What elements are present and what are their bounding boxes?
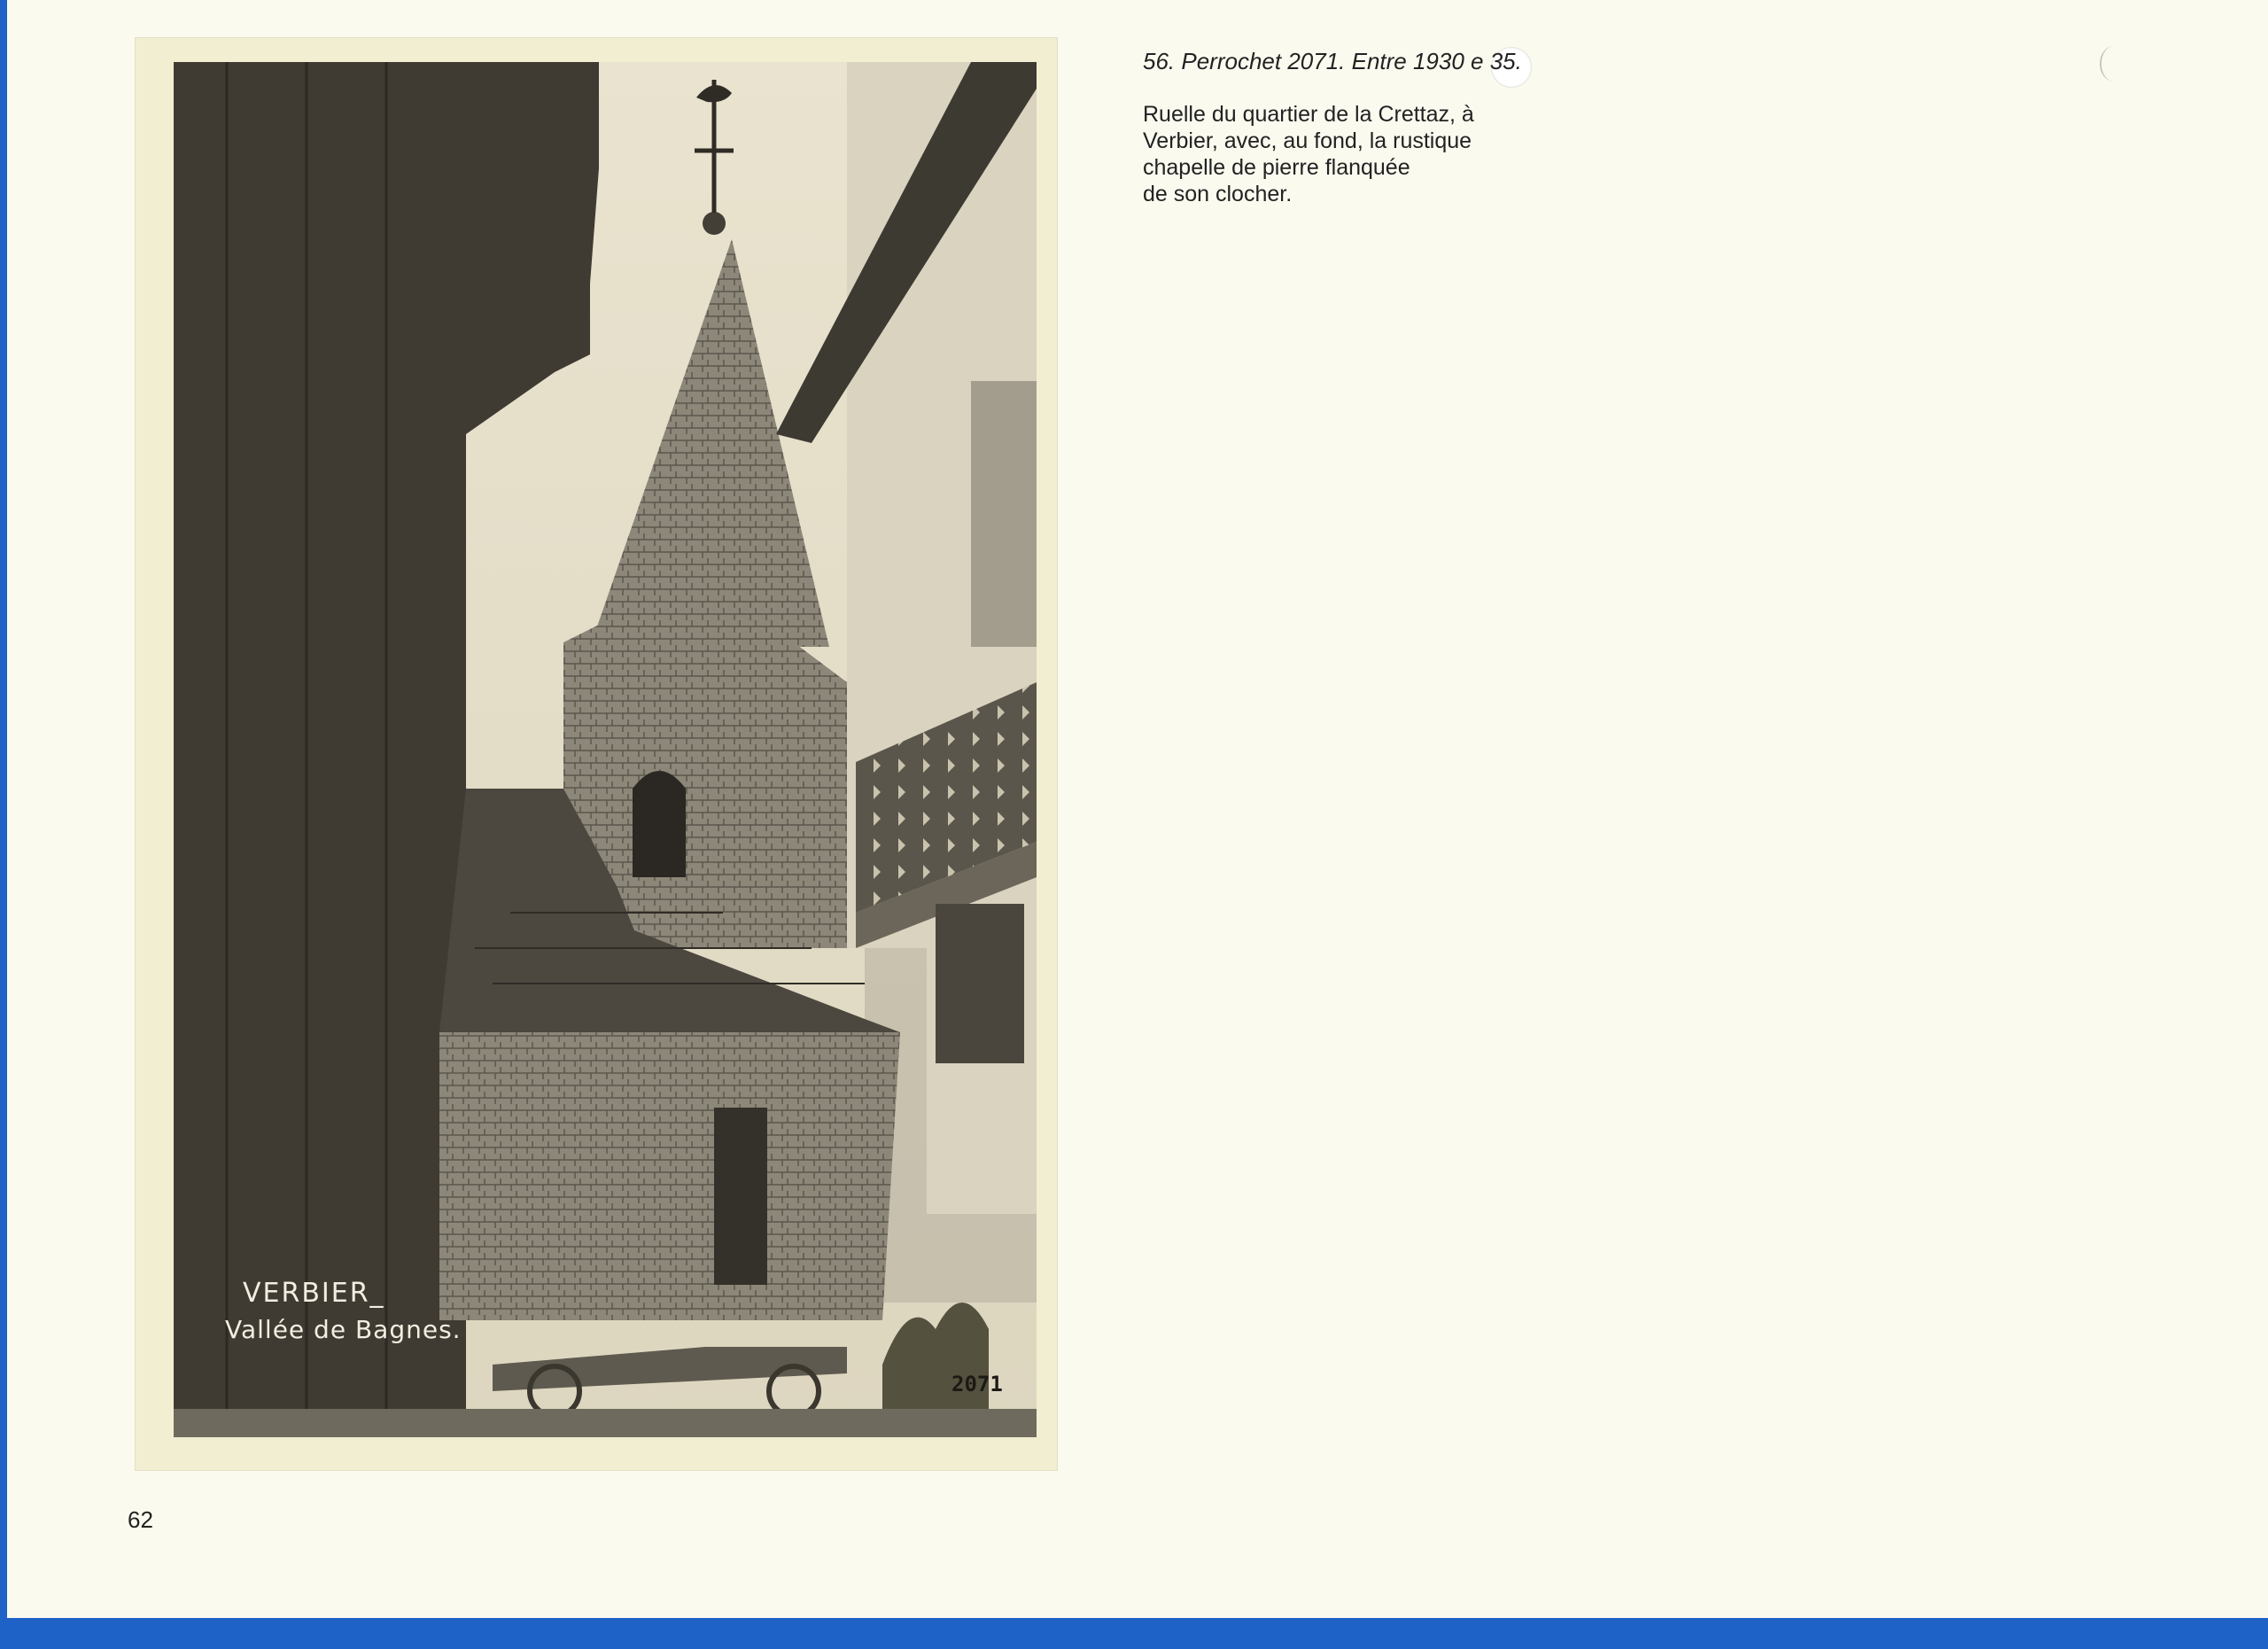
overlay-valley: Vallée de Bagnes. (225, 1315, 462, 1344)
caption-line: de son clocher. (1143, 182, 1293, 206)
chapel-illustration (174, 62, 1037, 1437)
negative-number: 2071 (951, 1372, 1003, 1396)
caption-line: Ruelle du quartier de la Crettaz, à (1143, 102, 1474, 127)
spire-ball (703, 212, 726, 235)
caption-body (1143, 101, 1474, 207)
page-number: 62 (128, 1506, 153, 1533)
chapel-wall (439, 1032, 900, 1320)
chapel-door (714, 1108, 767, 1285)
right-wall-shadow (971, 381, 1037, 647)
balcony-post (936, 904, 1024, 1063)
caption-title: 56. Perrochet 2071. Entre 1930 e 35. (1143, 48, 1522, 74)
postcard-photo (174, 62, 1037, 1437)
overlay-town: VERBIER_ (243, 1278, 385, 1309)
caption-line: Verbier, avec, au fond, la rustique (1143, 128, 1472, 153)
belfry-opening (633, 771, 686, 877)
ground (174, 1409, 1037, 1437)
caption-line: chapelle de pierre flanquée (1143, 155, 1410, 180)
page-edge-mark (2100, 46, 2128, 82)
